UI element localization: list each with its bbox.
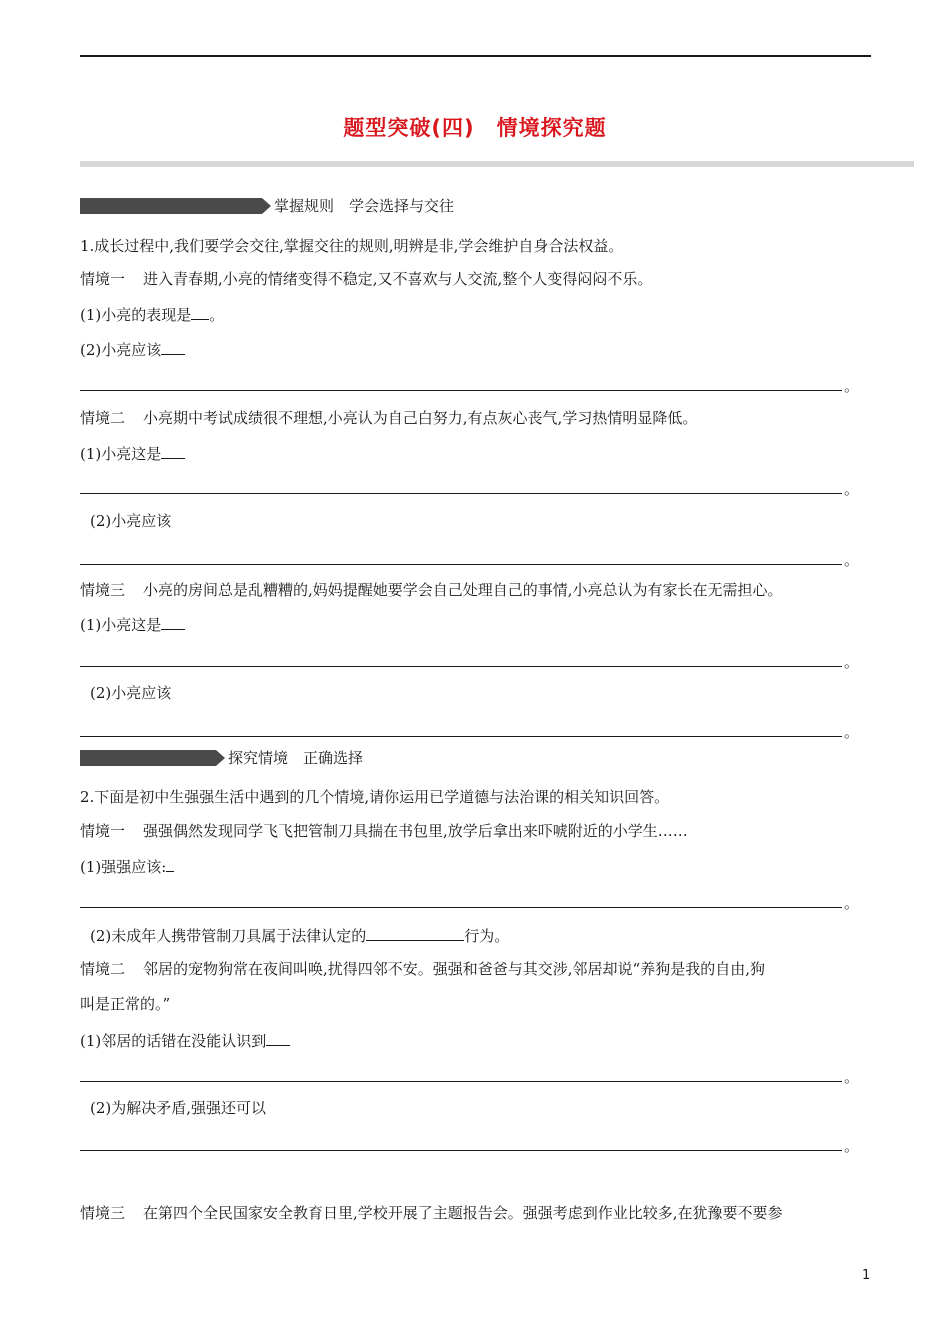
q1-s3-q1-text: (1)小亮这是 [80,616,162,634]
title-sub: 情境探究题 [496,116,607,140]
answer-line[interactable] [80,1150,842,1151]
answer-blank[interactable] [266,1030,290,1046]
q1-s1-question2 [80,339,185,360]
answer-line[interactable] [80,666,842,667]
q2-scenario3 [80,1203,783,1223]
answer-period: 。 [844,653,860,671]
q2-scenario1 [80,821,688,841]
section2-bar [80,750,216,766]
q1-s3-question2: (2)小亮应该 [90,684,172,702]
answer-line[interactable] [80,390,842,391]
answer-period: 。 [844,894,860,912]
q1-s2-text: 小亮期中考试成绩很不理想,小亮认为自己白努力,有点灰心丧气,学习热情明显降低。 [143,409,698,427]
q1-scenario1 [80,269,652,289]
q1-s2-question1 [80,443,185,464]
answer-period: 。 [844,1068,860,1086]
q1-s3-text: 小亮的房间总是乱糟糟的,妈妈提醒她要学会自己处理自己的事情,小亮总认为有家长在无需担心。 [143,581,783,599]
answer-line[interactable] [80,907,842,908]
q2-s2-label: 情境二 [80,960,126,978]
q2-s2-text-cont: 叫是正常的。” [80,995,171,1013]
q1-s2-question2: (2)小亮应该 [90,512,172,530]
page-number: 1 [862,1268,871,1283]
q1-s1-question1 [80,304,224,325]
q1-s3-label: 情境三 [80,581,126,599]
q1-s1-text: 进入青春期,小亮的情绪变得不稳定,又不喜欢与人交流,整个人变得闷闷不乐。 [143,270,653,288]
q2-s2-q1-text: (1)邻居的话错在没能认识到 [80,1032,267,1050]
section1-bar [80,198,262,214]
section1-title: 掌握规则 学会选择与交往 [274,197,455,215]
period-mark: 。 [209,306,225,324]
q1-s1-label: 情境一 [80,270,126,288]
section2-title: 探究情境 正确选择 [228,749,364,767]
q1-s2-label: 情境二 [80,409,126,427]
answer-line[interactable] [80,564,842,565]
answer-blank[interactable] [161,614,185,630]
q2-s1-question1 [80,856,174,877]
answer-blank[interactable] [161,443,185,459]
q1-s2-q1-text: (1)小亮这是 [80,445,162,463]
answer-period: 。 [844,377,860,395]
section1-header [80,198,454,214]
answer-period: 。 [844,480,860,498]
q1-s1-q1-text: (1)小亮的表现是 [80,306,192,324]
answer-blank[interactable] [191,304,209,320]
q2-s1-q1-text: (1)强强应该: [80,858,167,876]
q2-s2-text: 邻居的宠物狗常在夜间叫唤,扰得四邻不安。强强和爸爸与其交涉,邻居却说“养狗是我的自由,狗 [143,960,765,978]
q1-scenario2 [80,408,697,428]
q2-scenario2 [80,959,765,979]
q2-s1-q2-text: (2)未成年人携带管制刀具属于法律认定的 [90,927,367,945]
q2-s3-label: 情境三 [80,1204,126,1222]
answer-period: 。 [844,723,860,741]
title-main: 题型突破(四) [343,116,475,140]
answer-period: 。 [844,1137,860,1155]
page-title [0,112,950,142]
q2-s3-text: 在第四个全民国家安全教育日里,学校开展了主题报告会。强强考虑到作业比较多,在犹豫要不要参 [143,1204,783,1222]
q2-s1-text: 强强偶然发现同学飞飞把管制刀具揣在书包里,放学后拿出来吓唬附近的小学生…… [143,822,688,840]
answer-period: 。 [844,551,860,569]
answer-line[interactable] [80,736,842,737]
q2-s1-q2-tail: 行为。 [464,927,510,945]
answer-blank[interactable] [161,339,185,355]
q1-s1-q2-text: (2)小亮应该 [80,341,162,359]
q2-s2-question2: (2)为解决矛盾,强强还可以 [90,1099,267,1117]
q1-s3-question1 [80,614,185,635]
q2-s1-question2 [90,925,509,946]
title-divider [80,161,914,167]
top-rule [80,55,871,57]
section2-header [80,750,363,766]
answer-blank[interactable] [166,856,174,872]
answer-line[interactable] [80,1081,842,1082]
answer-blank[interactable] [366,925,464,941]
q2-s2-question1 [80,1030,290,1051]
q2-s1-label: 情境一 [80,822,126,840]
answer-line[interactable] [80,493,842,494]
q1-scenario3 [80,580,783,600]
q2-intro: 2.下面是初中生强强生活中遇到的几个情境,请你运用已学道德与法治课的相关知识回答。 [80,788,670,806]
q1-intro: 1.成长过程中,我们要学会交往,掌握交往的规则,明辨是非,学会维护自身合法权益。 [80,237,624,255]
